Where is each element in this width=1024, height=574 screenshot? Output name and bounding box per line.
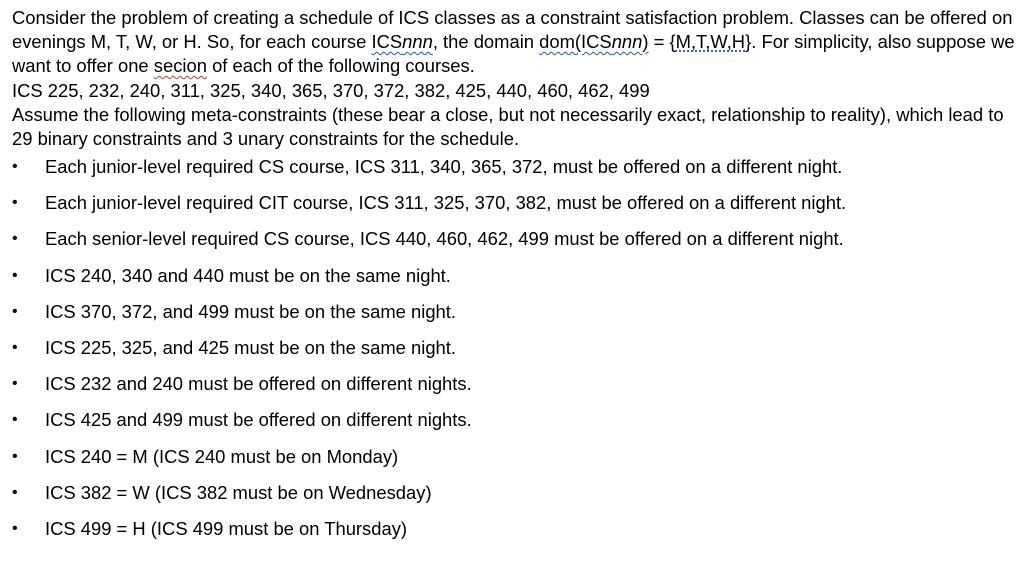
list-item: • ICS 240, 340 and 440 must be on the same night. <box>12 263 1016 299</box>
list-item: • ICS 240 = M (ICS 240 must be on Monday) <box>12 444 1016 480</box>
bullet-icon: • <box>12 230 18 248</box>
bullet-icon: • <box>12 375 18 393</box>
bullet-icon: • <box>12 338 18 356</box>
list-item: • ICS 370, 372, and 499 must be on the same night. <box>12 299 1016 335</box>
intro-text-d: }. For simplicity, also suppose we want to offer one <box>12 31 1015 76</box>
bullet-icon: • <box>12 302 18 320</box>
bullet-icon: • <box>12 194 18 212</box>
icsnnn-term: ICSnnn <box>371 31 433 52</box>
assumption-paragraph: Assume the following meta-constraints (these bear a close, but not necessarily exact, relationship to reality), which lead to 29 binary constraints and 3 unary constraints for the schedule. <box>12 104 1004 149</box>
domain-set: M,T,W,H <box>675 31 746 52</box>
list-item: • ICS 232 and 240 must be offered on different nights. <box>12 371 1016 407</box>
bullet-icon: • <box>12 158 18 175</box>
bullet-icon: • <box>12 266 18 284</box>
list-item: • ICS 499 = H (ICS 499 must be on Thursday) <box>12 516 1016 552</box>
bullet-icon: • <box>12 411 18 429</box>
intro-text-e: of each of the following courses. <box>206 55 475 76</box>
intro-text-b: , the domain <box>432 31 540 52</box>
bullet-icon: • <box>12 519 18 537</box>
dom-term: dom(ICSnnn) <box>539 31 649 52</box>
bullet-icon: • <box>12 447 18 465</box>
intro-text-a: Consider the problem of creating a schedule of ICS classes as a constraint satisfaction problem. Classes can be offered on evenings M, T, W, or H. So, for each course <box>12 7 1013 52</box>
list-item: • Each junior-level required CS course, ICS 311, 340, 365, 372, must be offered on a different night. <box>12 154 1016 190</box>
list-item: • ICS 425 and 499 must be offered on different nights. <box>12 407 1016 443</box>
intro-text-c: = { <box>648 31 676 52</box>
list-item: • ICS 382 = W (ICS 382 must be on Wednesday) <box>12 480 1016 516</box>
list-item: • ICS 225, 325, and 425 must be on the same night. <box>12 335 1016 371</box>
document-body <box>12 6 1016 552</box>
bullet-icon: • <box>12 483 18 501</box>
misspelled-word: secion <box>153 55 207 76</box>
course-list: ICS 225, 232, 240, 311, 325, 340, 365, 370, 372, 382, 425, 440, 460, 462, 499 <box>12 80 650 101</box>
list-item: • Each senior-level required CS course, ICS 440, 460, 462, 499 must be offered on a different night. <box>12 226 1016 262</box>
constraint-list <box>12 154 1016 552</box>
intro-paragraph <box>12 6 1016 78</box>
list-item: • Each junior-level required CIT course, ICS 311, 325, 370, 382, must be offered on a different night. <box>12 190 1016 226</box>
